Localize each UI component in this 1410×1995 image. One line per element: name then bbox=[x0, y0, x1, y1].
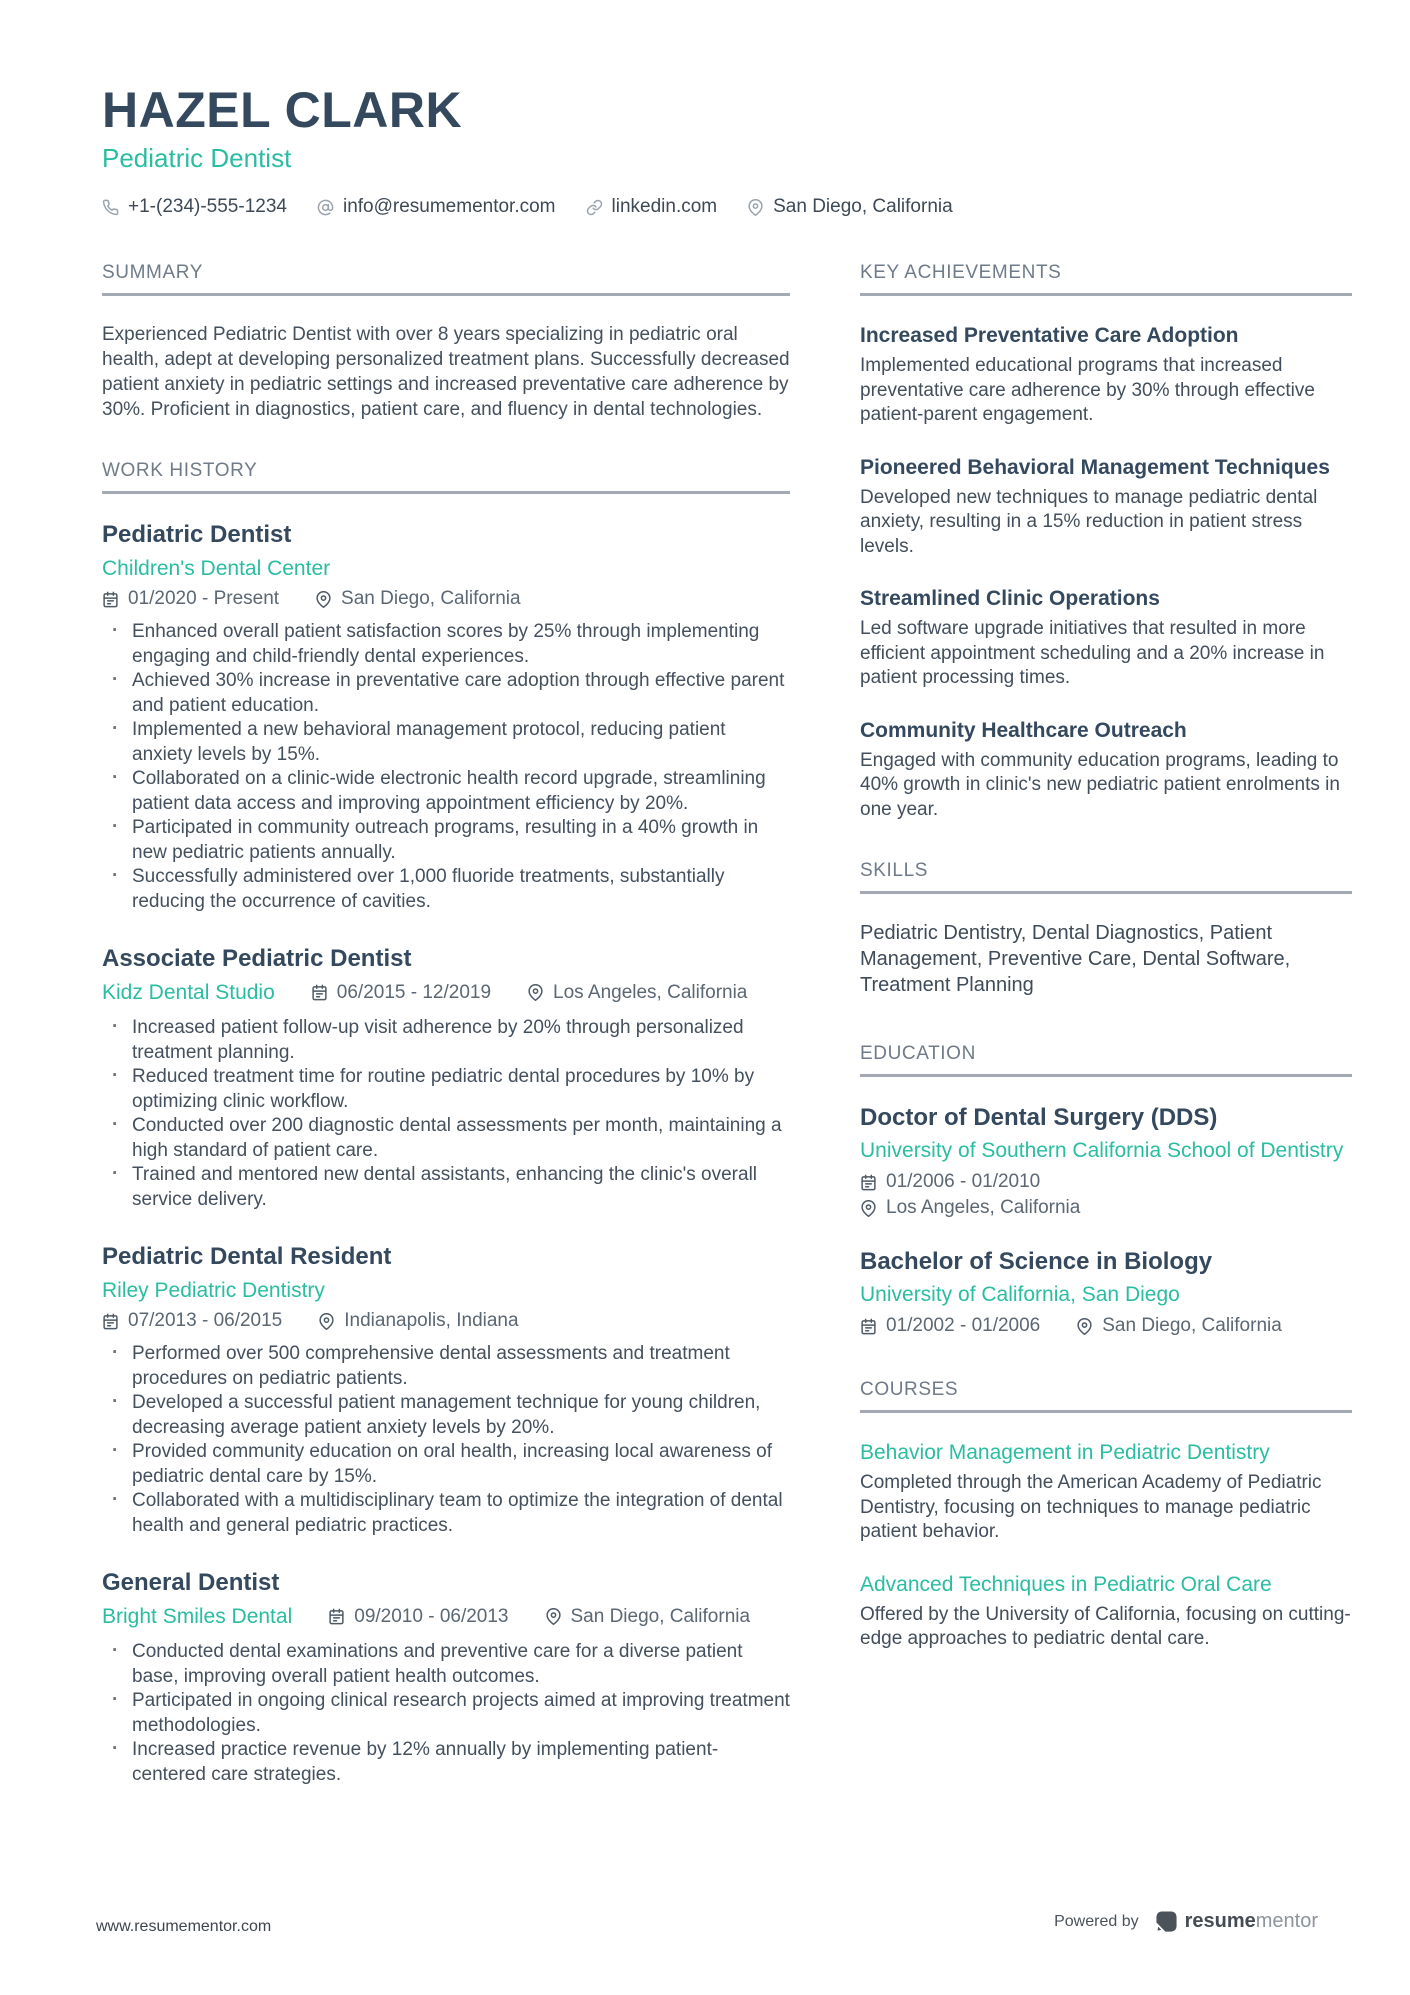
location-pin-icon bbox=[315, 591, 332, 608]
job-title: Pediatric Dental Resident bbox=[102, 1243, 392, 1270]
company-name: Kidz Dental Studio bbox=[102, 981, 275, 1004]
calendar-icon bbox=[311, 984, 328, 1001]
education-dates-text: 01/2002 - 01/2006 bbox=[886, 1315, 1041, 1336]
achievement-title: Community Healthcare Outreach bbox=[860, 718, 1187, 742]
courses-section bbox=[860, 1379, 1352, 1652]
education-dates bbox=[860, 1315, 1040, 1337]
job-meta-row bbox=[102, 979, 790, 1006]
job-location bbox=[318, 1310, 518, 1332]
bullet-item: · Conducted over 200 diagnostic dental assessments per month, maintaining a high standard of patient care. bbox=[102, 1114, 790, 1163]
job-bullet-list bbox=[102, 1016, 790, 1212]
degree-title: Doctor of Dental Surgery (DDS) bbox=[860, 1104, 1218, 1131]
job-dates bbox=[102, 1310, 282, 1332]
job-entry bbox=[102, 520, 790, 914]
resumementor-logo-icon bbox=[1155, 1910, 1178, 1933]
courses-heading: COURSES bbox=[860, 1379, 1352, 1413]
brand-text-light: mentor bbox=[1255, 1910, 1318, 1932]
bullet-item: · Implemented a new behavioral management protocol, reducing patient anxiety levels by 15%. bbox=[102, 718, 790, 767]
work-history-section bbox=[102, 460, 790, 1787]
education-location bbox=[860, 1197, 1352, 1219]
key-achievements-section bbox=[860, 262, 1352, 822]
job-dates-text: 09/2010 - 06/2013 bbox=[354, 1605, 509, 1627]
summary-text: Experienced Pediatric Dentist with over 8 years specializing in pediatric oral health, adept at developing personalized treatment plans. Successfully decreased patient anxiety in pediatric settings and increased preventative care adherence by 30%. Proficient in diagnostics, patient care, and fluency in dental technologies. bbox=[102, 324, 790, 420]
course-text: Completed through the American Academy of Pediatric Dentistry, focusing on techniques to manage pediatric patient behavior. bbox=[860, 1472, 1322, 1542]
job-location bbox=[545, 1606, 751, 1628]
achievement-title: Increased Preventative Care Adoption bbox=[860, 324, 1239, 347]
at-icon bbox=[317, 199, 334, 216]
job-meta-row bbox=[102, 555, 790, 610]
candidate-name: HAZEL CLARK bbox=[102, 82, 463, 138]
course-text: Offered by the University of California, focusing on cutting-edge approaches to pediatric dental care. bbox=[860, 1603, 1351, 1649]
bullet-item: · Participated in community outreach programs, resulting in a 40% growth in new pediatric patients annually. bbox=[102, 816, 790, 865]
achievement-entry bbox=[860, 585, 1352, 691]
course-list bbox=[860, 1439, 1352, 1652]
location-pin-icon bbox=[545, 1608, 562, 1625]
education-dates bbox=[860, 1171, 1352, 1193]
company-name: Bright Smiles Dental bbox=[102, 1605, 293, 1628]
bullet-item: · Performed over 500 comprehensive dental assessments and treatment procedures on pediatric patients. bbox=[102, 1342, 790, 1391]
job-dates bbox=[311, 982, 491, 1004]
education-entry bbox=[860, 1247, 1352, 1337]
resumementor-logo[interactable] bbox=[1155, 1910, 1318, 1933]
contact-row bbox=[102, 196, 1002, 218]
job-dates-text: 06/2015 - 12/2019 bbox=[336, 981, 492, 1003]
bullet-item: · Trained and mentored new dental assistants, enhancing the clinic's overall service delivery. bbox=[102, 1163, 790, 1212]
education-meta bbox=[860, 1171, 1352, 1219]
school-name: University of California, San Diego bbox=[860, 1283, 1180, 1306]
company-name: Children's Dental Center bbox=[102, 557, 331, 580]
degree-title: Bachelor of Science in Biology bbox=[860, 1248, 1213, 1275]
contact-item-text: +1-(234)-555-1234 bbox=[128, 196, 287, 217]
job-meta-row bbox=[102, 1603, 790, 1630]
brand-text-bold: resume bbox=[1184, 1910, 1256, 1932]
contact-item[interactable] bbox=[747, 196, 953, 218]
contact-item-text: San Diego, California bbox=[773, 196, 953, 217]
job-list bbox=[102, 520, 790, 1787]
job-location bbox=[527, 982, 747, 1004]
bullet-item: · Conducted dental examinations and preventive care for a diverse patient base, improving overall patient health outcomes. bbox=[102, 1640, 790, 1689]
education-section bbox=[860, 1043, 1352, 1337]
skills-heading: SKILLS bbox=[860, 860, 1352, 894]
course-title: Behavior Management in Pediatric Dentistry bbox=[860, 1441, 1270, 1464]
job-bullet-list bbox=[102, 1342, 790, 1538]
course-title: Advanced Techniques in Pediatric Oral Care bbox=[860, 1572, 1272, 1596]
powered-by-label: Powered by bbox=[1054, 1912, 1139, 1930]
summary-heading: SUMMARY bbox=[102, 262, 790, 296]
job-location-text: Los Angeles, California bbox=[553, 981, 748, 1003]
link-icon bbox=[586, 199, 603, 216]
job-location-text: San Diego, California bbox=[570, 1605, 751, 1627]
bullet-item: · Participated in ongoing clinical research projects aimed at improving treatment methodologies. bbox=[102, 1689, 790, 1738]
job-meta-row bbox=[102, 1277, 790, 1332]
key-achievements-heading: KEY ACHIEVEMENTS bbox=[860, 262, 1352, 296]
calendar-icon bbox=[328, 1608, 345, 1625]
company-name: Riley Pediatric Dentistry bbox=[102, 1279, 325, 1302]
contact-item[interactable] bbox=[102, 196, 287, 218]
skills-section bbox=[860, 860, 1352, 998]
education-location-text: San Diego, California bbox=[1102, 1315, 1282, 1336]
bullet-item: · Increased patient follow-up visit adherence by 20% through personalized treatment planning. bbox=[102, 1016, 790, 1065]
contact-item[interactable] bbox=[317, 196, 556, 218]
job-dates bbox=[328, 1606, 508, 1628]
location-pin-icon bbox=[1076, 1318, 1093, 1335]
education-entry bbox=[860, 1103, 1352, 1219]
right-column bbox=[860, 262, 1352, 1690]
achievement-text: Implemented educational programs that increased preventative care adherence by 30% through effective patient-parent engagement. bbox=[860, 355, 1315, 425]
location-pin-icon bbox=[318, 1313, 335, 1330]
location-pin-icon bbox=[860, 1200, 877, 1217]
skills-text: Pediatric Dentistry, Dental Diagnostics, Patient Management, Preventive Care, Dental Software, Treatment Planning bbox=[860, 922, 1291, 996]
course-entry bbox=[860, 1439, 1352, 1545]
achievement-entry bbox=[860, 454, 1352, 560]
calendar-icon bbox=[102, 591, 119, 608]
job-location bbox=[315, 588, 521, 610]
job-title: General Dentist bbox=[102, 1569, 280, 1596]
bullet-item: · Developed a successful patient management technique for young children, decreasing average patient anxiety levels by 20%. bbox=[102, 1391, 790, 1440]
job-bullet-list bbox=[102, 620, 790, 914]
candidate-job-title: Pediatric Dentist bbox=[102, 143, 292, 173]
job-dates bbox=[102, 588, 279, 610]
school-name: University of Southern California School of Dentistry bbox=[860, 1139, 1344, 1162]
education-location bbox=[1076, 1315, 1282, 1337]
education-meta bbox=[860, 1315, 1352, 1337]
bullet-item: · Increased practice revenue by 12% annually by implementing patient-centered care strategies. bbox=[102, 1738, 790, 1787]
footer-branding bbox=[1054, 1910, 1318, 1933]
bullet-item: · Enhanced overall patient satisfaction scores by 25% through implementing engaging and child-friendly dental experiences. bbox=[102, 620, 790, 669]
education-heading: EDUCATION bbox=[860, 1043, 1352, 1077]
job-entry bbox=[102, 1568, 790, 1787]
achievement-entry bbox=[860, 322, 1352, 428]
bullet-item: · Collaborated with a multidisciplinary team to optimize the integration of dental health and general pediatric practices. bbox=[102, 1489, 790, 1538]
bullet-item: · Reduced treatment time for routine pediatric dental procedures by 10% by optimizing clinic workflow. bbox=[102, 1065, 790, 1114]
summary-section bbox=[102, 262, 790, 422]
job-dates-text: 01/2020 - Present bbox=[128, 588, 280, 609]
education-list bbox=[860, 1103, 1352, 1337]
location-pin-icon bbox=[747, 199, 764, 216]
course-entry bbox=[860, 1571, 1352, 1652]
achievement-text: Engaged with community education programs, leading to 40% growth in clinic's new pediatric patient enrolments in one year. bbox=[860, 749, 1340, 820]
job-title: Associate Pediatric Dentist bbox=[102, 945, 412, 972]
job-dates-text: 07/2013 - 06/2015 bbox=[128, 1310, 283, 1331]
bullet-item: · Achieved 30% increase in preventative care adoption through effective parent and patient education. bbox=[102, 669, 790, 718]
bullet-item: · Provided community education on oral health, increasing local awareness of pediatric dental care by 15%. bbox=[102, 1440, 790, 1489]
contact-item-text: linkedin.com bbox=[611, 196, 718, 217]
resume-header bbox=[102, 82, 1002, 218]
achievement-title: Streamlined Clinic Operations bbox=[860, 587, 1160, 610]
achievement-entry bbox=[860, 717, 1352, 823]
achievement-text: Led software upgrade initiatives that resulted in more efficient appointment scheduling and a 20% increase in patient processing times. bbox=[860, 618, 1325, 688]
achievement-title: Pioneered Behavioral Management Techniques bbox=[860, 455, 1330, 479]
work-history-heading: WORK HISTORY bbox=[102, 460, 790, 494]
job-entry bbox=[102, 944, 790, 1212]
calendar-icon bbox=[860, 1174, 877, 1191]
footer-website-link[interactable]: www.resumementor.com bbox=[96, 1918, 272, 1935]
education-dates-text: 01/2006 - 01/2010 bbox=[886, 1171, 1041, 1192]
phone-icon bbox=[102, 199, 119, 216]
job-location-text: Indianapolis, Indiana bbox=[344, 1310, 519, 1331]
calendar-icon bbox=[860, 1318, 877, 1335]
bullet-item: · Collaborated on a clinic-wide electronic health record upgrade, streamlining patient data access and improving appointment efficiency by 20%. bbox=[102, 767, 790, 816]
job-location-text: San Diego, California bbox=[341, 588, 521, 609]
achievement-list bbox=[860, 322, 1352, 822]
achievement-text: Developed new techniques to manage pediatric dental anxiety, resulting in a 15% reduction in patient stress levels. bbox=[860, 486, 1318, 557]
contact-item[interactable] bbox=[586, 196, 718, 218]
job-bullet-list bbox=[102, 1640, 790, 1787]
calendar-icon bbox=[102, 1313, 119, 1330]
job-title: Pediatric Dentist bbox=[102, 521, 292, 548]
bullet-item: · Successfully administered over 1,000 fluoride treatments, substantially reducing the occurrence of cavities. bbox=[102, 865, 790, 914]
job-entry bbox=[102, 1242, 790, 1538]
left-column bbox=[102, 262, 790, 1825]
education-location-text: Los Angeles, California bbox=[886, 1197, 1081, 1218]
location-pin-icon bbox=[527, 984, 544, 1001]
contact-item-text: info@resumementor.com bbox=[342, 196, 556, 217]
